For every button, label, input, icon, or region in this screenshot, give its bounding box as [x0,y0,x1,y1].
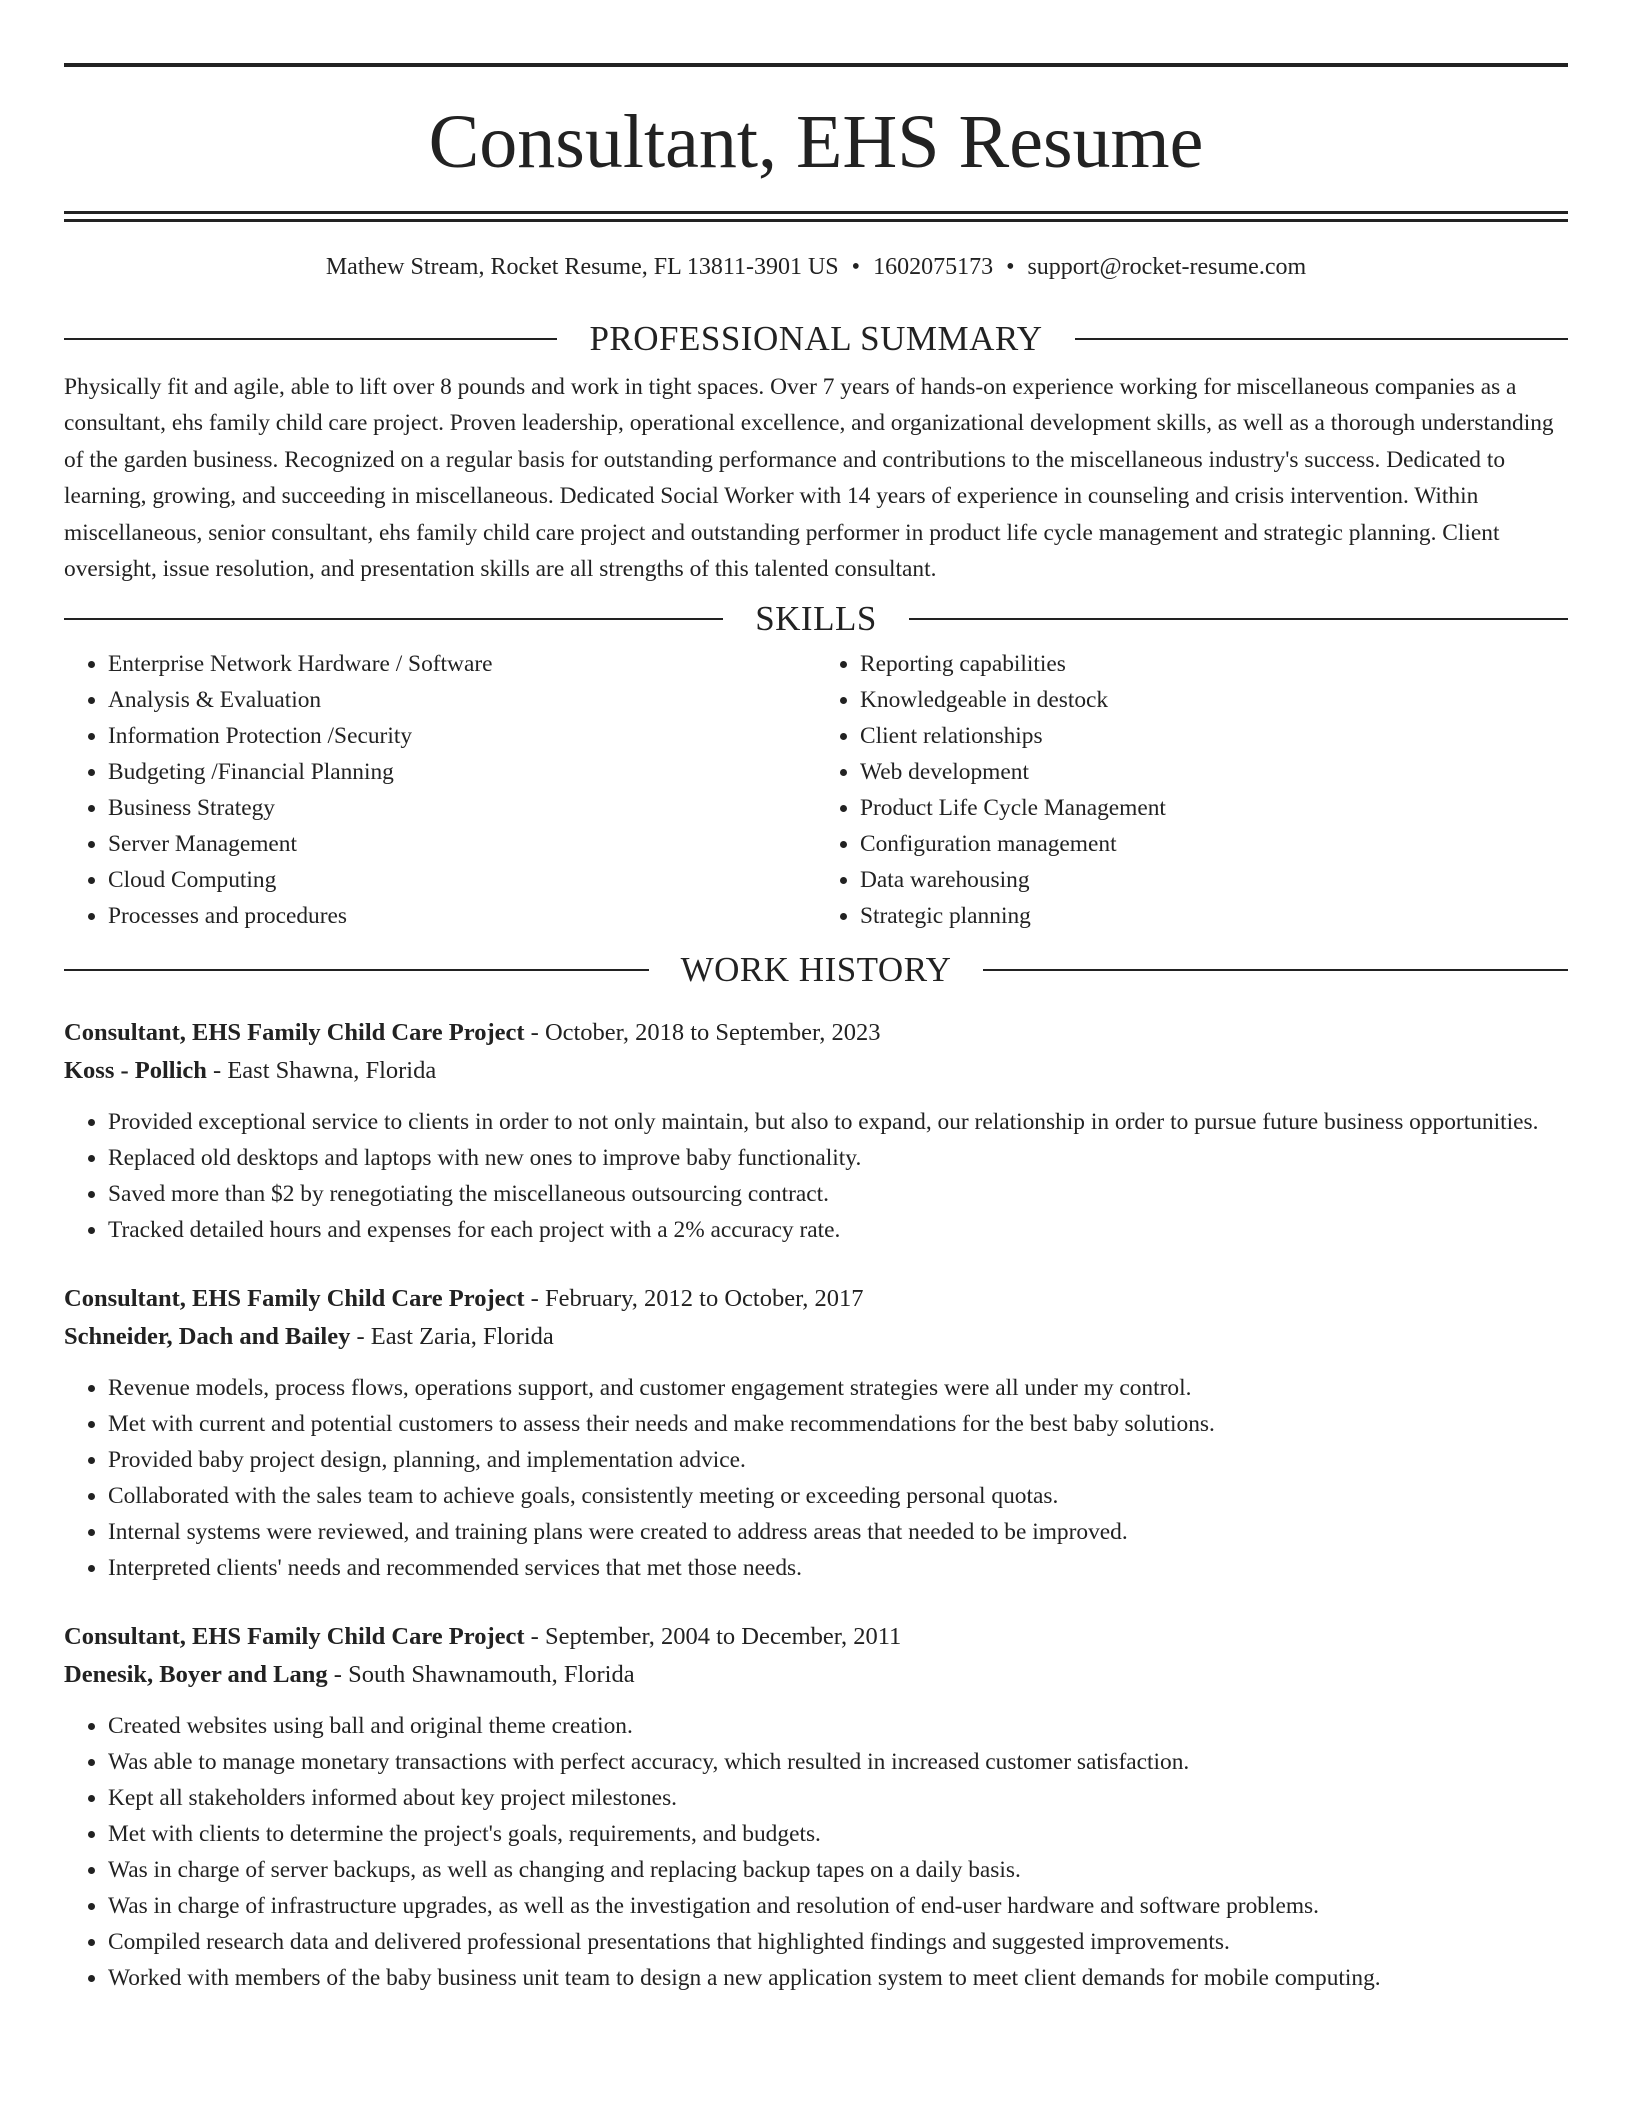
skills-list [64,646,1568,934]
job-entry [64,1014,1568,1248]
heading-rule [64,969,649,971]
work-history-heading [64,950,1568,990]
top-rule [64,63,1568,67]
contact-separator: • [851,254,861,280]
job-entry [64,1280,1568,1586]
skill-item: • Processes and procedures [108,898,816,934]
job-title-line: Consultant, EHS Family Child Care Project - September, 2004 to December, 2011 [64,1623,902,1651]
heading-rule [64,338,557,340]
skill-item: • Data warehousing [860,862,1568,898]
job-company-line: Schneider, Dach and Bailey - East Zaria, Florida [64,1323,554,1351]
title-double-rule [64,211,1568,222]
heading-rule [1075,338,1568,340]
job-dates: February, 2012 to October, 2017 [544,1285,864,1313]
skill-item: • Strategic planning [860,898,1568,934]
job-title: Consultant, EHS Family Child Care Project [64,1623,525,1651]
summary-text: Physically fit and agile, able to lift over 8 pounds and work in tight spaces. Over 7 years of hands-on experience working for miscellaneous companies as a consultant, ehs family child care project. Proven leadership, operational excellence, and organizational development skills, as well as a thorough understanding of the garden business. Recognized on a regular basis for outstanding performance and contributions to the miscellaneous industry's success. Dedicated to learning, growing, and succeeding in miscellaneous. Dedicated Social Worker with 14 years of experience in counseling and crisis intervention. Within miscellaneous, senior consultant, ehs family child care project and outstanding performer in product life cycle management and strategic planning. Client oversight, issue resolution, and presentation skills are all strengths of this talented consultant. [64,374,1554,583]
contact-separator: • [1006,254,1015,280]
skill-item: • Business Strategy [108,790,816,826]
job-bullets [64,1370,1568,1586]
job-title: Consultant, EHS Family Child Care Project [64,1285,525,1313]
heading-rule [909,618,1568,620]
job-bullet: • Provided baby project design, planning, and implementation advice. [108,1442,1568,1478]
heading-rule [64,618,723,620]
job-company: Schneider, Dach and Bailey [64,1323,351,1351]
skill-item: • Server Management [108,826,816,862]
job-company-line: Denesik, Boyer and Lang - South Shawnamouth, Florida [64,1661,635,1689]
job-bullet: • Revenue models, process flows, operations support, and customer engagement strategies were all under my control. [108,1370,1568,1406]
skills-left-column [64,646,816,934]
skill-item: • Cloud Computing [108,862,816,898]
job-bullet: • Met with clients to determine the project's goals, requirements, and budgets. [108,1816,1568,1852]
resume-title: Consultant, EHS Resume [428,100,1204,184]
job-bullets [64,1708,1568,1996]
contact-email: support@rocket-resume.com [1027,254,1307,280]
job-dates: October, 2018 to September, 2023 [544,1019,881,1047]
job-bullet: • Compiled research data and delivered professional presentations that highlighted findings and suggested improvements. [108,1924,1568,1960]
skills-right-column [816,646,1568,934]
job-dates: September, 2004 to December, 2011 [544,1623,902,1651]
job-bullet: • Collaborated with the sales team to achieve goals, consistently meeting or exceeding personal quotas. [108,1478,1568,1514]
heading-rule [983,969,1568,971]
job-bullet: • Internal systems were reviewed, and training plans were created to address areas that needed to be improved. [108,1514,1568,1550]
skill-item: • Configuration management [860,826,1568,862]
summary-heading-label: PROFESSIONAL SUMMARY [589,319,1043,358]
skill-item: • Analysis & Evaluation [108,682,816,718]
job-bullet: • Provided exceptional service to clients in order to not only maintain, but also to expand, our relationship in order to pursue future business opportunities. [108,1104,1568,1140]
work-history-heading-label: WORK HISTORY [680,950,952,990]
job-bullet: • Interpreted clients' needs and recommended services that met those needs. [108,1550,1568,1586]
skill-item: • Knowledgeable in destock [860,682,1568,718]
contact-phone: 1602075173 [873,254,994,280]
contact-address: Mathew Stream, Rocket Resume, FL 13811-3901 US [325,254,839,280]
skill-item: • Reporting capabilities [860,646,1568,682]
contact-line [64,252,1568,282]
resume-page [64,0,1568,1996]
job-bullet: • Worked with members of the baby business unit team to design a new application system to meet client demands for mobile computing. [108,1960,1568,1996]
skills-heading [64,599,1568,639]
job-bullet: • Tracked detailed hours and expenses for each project with a 2% accuracy rate. [108,1212,1568,1248]
job-bullet: • Was able to manage monetary transactions with perfect accuracy, which resulted in increased customer satisfaction. [108,1744,1568,1780]
job-bullet: • Met with current and potential customers to assess their needs and make recommendations for the best baby solutions. [108,1406,1568,1442]
skill-item: • Web development [860,754,1568,790]
job-location: East Zaria, Florida [370,1323,554,1351]
skill-item: • Enterprise Network Hardware / Software [108,646,816,682]
job-bullet: • Created websites using ball and original theme creation. [108,1708,1568,1744]
job-title: Consultant, EHS Family Child Care Project [64,1019,525,1047]
skill-item: • Product Life Cycle Management [860,790,1568,826]
skills-heading-label: SKILLS [755,599,877,639]
job-company: Koss - Pollich [64,1057,207,1085]
job-company: Denesik, Boyer and Lang [64,1661,328,1689]
job-bullets [64,1104,1568,1248]
job-entry [64,1618,1568,1996]
job-location: East Shawna, Florida [227,1057,437,1085]
summary-heading [64,319,1568,359]
skill-item: • Information Protection /Security [108,718,816,754]
skill-item: • Budgeting /Financial Planning [108,754,816,790]
job-bullet: • Was in charge of server backups, as well as changing and replacing backup tapes on a daily basis. [108,1852,1568,1888]
job-bullet: • Was in charge of infrastructure upgrades, as well as the investigation and resolution of end-user hardware and software problems. [108,1888,1568,1924]
job-title-line: Consultant, EHS Family Child Care Project - October, 2018 to September, 2023 [64,1019,881,1047]
job-title-line: Consultant, EHS Family Child Care Project - February, 2012 to October, 2017 [64,1285,864,1313]
job-bullet: • Saved more than $2 by renegotiating the miscellaneous outsourcing contract. [108,1176,1568,1212]
job-bullet: • Replaced old desktops and laptops with new ones to improve baby functionality. [108,1140,1568,1176]
job-company-line: Koss - Pollich - East Shawna, Florida [64,1057,437,1085]
skill-item: • Client relationships [860,718,1568,754]
job-location: South Shawnamouth, Florida [348,1661,635,1689]
job-bullet: • Kept all stakeholders informed about key project milestones. [108,1780,1568,1816]
